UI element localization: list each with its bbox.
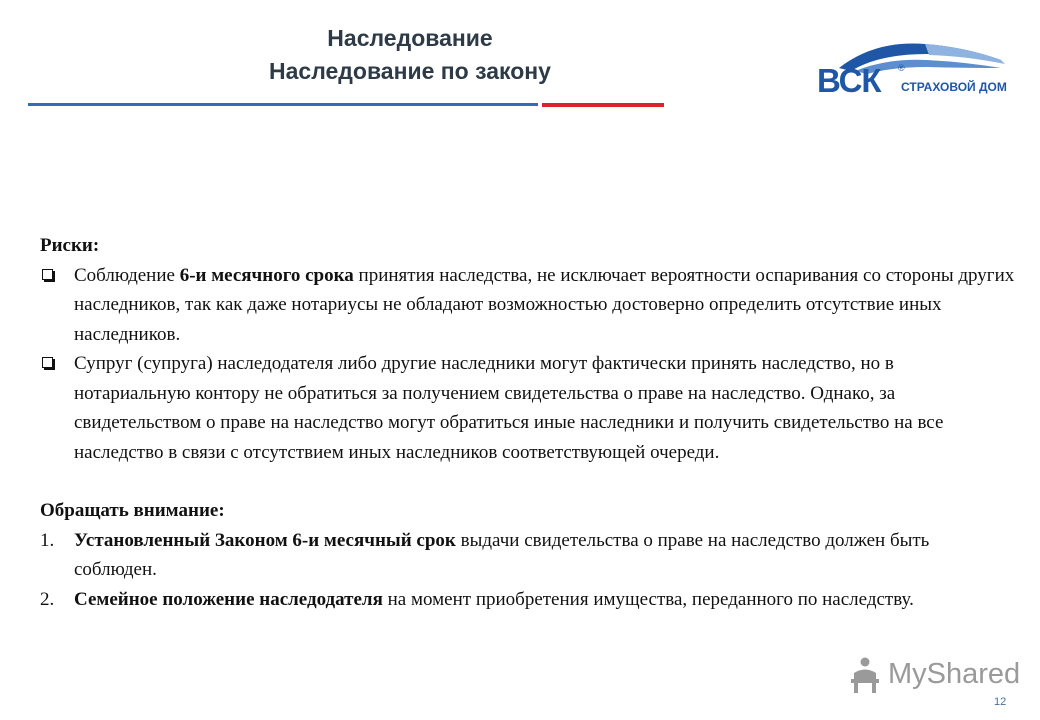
logo-registered-mark: ®: [898, 63, 905, 73]
checkbox-bullet-icon: [42, 357, 53, 368]
logo-subtitle: СТРАХОВОЙ ДОМ: [901, 80, 1007, 94]
myshared-watermark: [848, 655, 1021, 697]
watermark-person-icon: [848, 655, 884, 695]
logo-wordmark: ВСК: [817, 62, 881, 99]
risks-heading: Риски:: [40, 235, 100, 256]
attention-item: [40, 526, 1015, 585]
item-number: 2.: [40, 588, 55, 610]
title-underline-blue: [28, 103, 538, 106]
attention-item: [40, 585, 1015, 615]
vsk-logo: [815, 38, 1020, 100]
slide-title: [180, 22, 640, 88]
attention-heading: Обращать внимание:: [40, 500, 225, 521]
title-line-1: Наследование: [327, 25, 493, 51]
attention-text: выдачи свидетельства о праве на наследство должен быть соблюден.: [74, 529, 930, 580]
attention-text: на момент приобретения имущества, переданного по наследству.: [382, 588, 914, 610]
checkbox-bullet-icon: [42, 269, 53, 280]
risk-item: [40, 261, 1015, 350]
risk-item: [40, 349, 1015, 467]
title-underline-red: [542, 103, 664, 107]
attention-text-bold: Установленный Законом 6-и месячный срок: [74, 529, 456, 551]
risk-text-end: принятия наследства, не исключает вероятности оспаривания со стороны других наследников, так как даже нотариусы не обладают возможностью достоверно определить отсутствие иных наследников.: [74, 264, 1015, 345]
watermark-text: MyShared: [888, 658, 1021, 690]
slide-body: [40, 231, 1015, 614]
page-number: 12: [994, 696, 1007, 708]
title-line-2: Наследование по закону: [269, 58, 551, 84]
item-number: 1.: [40, 529, 55, 551]
risk-text-start: Соблюдение: [74, 264, 180, 286]
risk-text: Супруг (супруга) наследодателя либо другие наследники могут фактически принять наследство, но в нотариальную контору не обратиться за получением свидетельства о праве на наследство. Однако, за свидетельством о праве на наследство могут обратиться иные наследники и получить свидетельство на все наследство в связи с отсутствием иных наследников соответствующей очереди.: [74, 353, 944, 463]
attention-text-bold: Семейное положение наследодателя: [74, 588, 383, 610]
risk-text-bold: 6-и месячного срока: [179, 264, 354, 286]
